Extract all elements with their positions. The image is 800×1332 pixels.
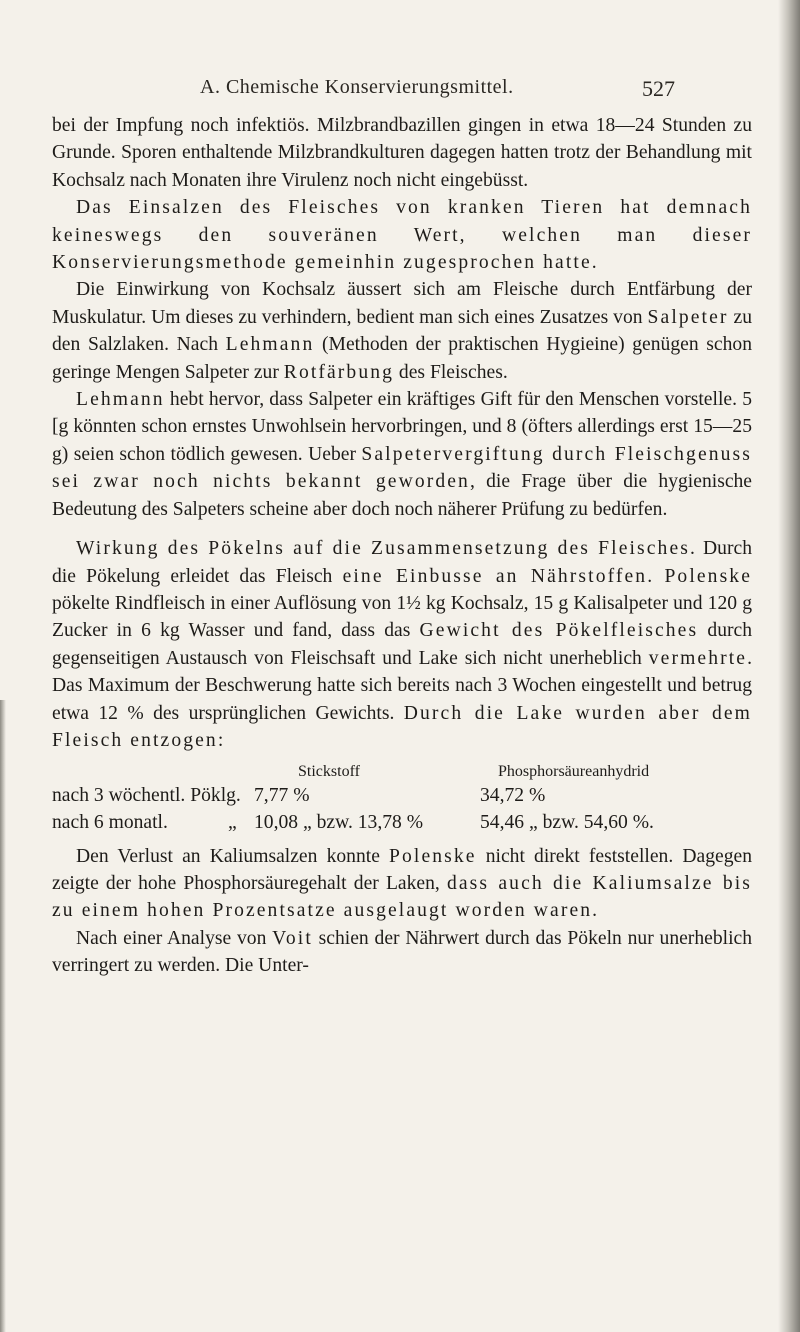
running-head: A. Chemische Konservierungsmittel. [200,76,514,98]
body-text [52,112,752,980]
author-lehmann-2: Lehmann [76,389,165,411]
text-run: nicht direkt feststellen. Dagegen zeigte der hohe Phosphorsäuregehalt der Laken, [52,845,752,894]
term-rotfaerbung: Rotfärbung [283,361,395,383]
term-kaliumsalze: dass auch die Kaliumsalze bis zu einem hohen Prozentsatze ausgelaugt worden waren. [52,872,752,922]
table-row [52,809,752,836]
paragraph-saltpeter-toxicity [52,386,752,523]
term-gewicht: Gewicht des Pökelfleisches [419,620,699,642]
pickle-loss-table [52,754,752,836]
text-run: , die Frage über die hygienische Bedeutung des Salpeters scheine aber doch noch näherer Prüfung zu bedürfen. [52,471,753,520]
scan-shadow-edge [778,0,800,1332]
term-vermehrte: vermehrte [648,647,748,669]
cell-stickstoff: 10,08 „ bzw. 13,78 % [254,812,424,834]
conclusion-text: Das Einsalzen des Fleisches von kranken Tieren hat demnach keineswegs den souveränen Wert, welchen man dieser Konservierungsmethode gemeinhin zugesprochen hatte. [52,197,752,274]
text-run: Nach einer Analyse von [76,927,273,949]
scan-shadow-left [0,700,6,1332]
term-salpeter: Salpeter [647,306,729,328]
paragraph-pickling-effect [52,535,752,754]
text-run: Den Verlust an Kaliumsalzen konnte [76,845,390,867]
page-header [0,76,800,106]
cell-phosphor: 34,72 % [480,784,546,806]
text-run: Durch die Pökelung erleidet das Fleisch [52,538,752,587]
text-run: pökelte Rindfleisch in einer Auflösung von 1½ kg Kochsalz, 15 g Kalisalpeter und 120 g Zucker in 6 kg Wasser und fand, dass das [52,592,752,642]
author-lehmann: Lehmann [225,334,315,356]
term-einbusse: eine Einbusse an Nährstoffen. [342,565,655,587]
paragraph-potassium-loss [52,843,752,925]
page-number: 527 [642,76,675,101]
text-run: . Das Maximum der Beschwerung hatte sich bereits nach 3 Wochen eingestellt und betrug etwa 12 % des ursprünglichen Gewichts. [52,647,752,724]
author-polenske-2: Polenske [389,845,477,867]
term-lake: Durch die Lake wurden aber dem Fleisch entzogen: [52,702,752,751]
text-run: durch gegenseitigen Austausch von Fleischsaft und Lake sich nicht unerheblich [52,620,753,669]
table-header-row [52,754,752,781]
author-polenske: Polenske [664,565,752,587]
paragraph-nutritional-value [52,925,752,980]
column-header-phosphor: Phosphorsäureanhydrid [498,763,650,781]
text-run: (Methoden der praktischen Hygieine) genügen schon geringe Mengen Salpeter zur [52,334,753,383]
term-salpetervergiftung: Salpetervergiftung durch Fleischgenuss sei zwar noch nichts bekannt geworden [52,443,752,493]
text-run: schien der Nährwert durch das Pökeln nur unerheblich verringert zu werden. Die Unter- [52,927,753,977]
section-heading-poekeln: Wirkung des Pökelns auf die Zusammensetzung des Fleisches. [76,538,697,560]
cell-phosphor: 54,46 „ bzw. 54,60 %. [480,812,654,834]
text-run [654,566,664,587]
cell-stickstoff: 7,77 % [254,784,310,806]
table-row [52,782,752,809]
column-header-stickstoff: Stickstoff [298,763,360,781]
text-run: hebt hervor, dass Salpeter ein kräftiges Gift für den Menschen vorstelle. 5 [g könnten schon ernstes Unwohlsein hervorbringen, und 8 (öfters allerdings erst 15—25 g) seien schon tödlich gewesen. Ueber [52,389,752,465]
paragraph-conclusion [52,194,752,276]
text-run: Die Einwirkung von Kochsalz äussert sich am Fleische durch Entfärbung der Muskulatur. Um dieses zu verhindern, bedient man sich eines Zusatzes von [52,279,752,328]
row-label: nach 6 monatl. [52,812,168,834]
text-run: des Fleisches. [394,361,508,383]
text-run: zu den Salzlaken. Nach [52,306,752,356]
ditto-mark: „ [228,812,237,834]
paragraph-saltpeter-coloring [52,276,752,386]
author-voit: Voit [272,927,313,949]
row-label: nach 3 wöchentl. Pöklg. [52,784,241,806]
paragraph-anthrax: bei der Impfung noch infektiös. Milzbrandbazillen gingen in etwa 18—24 Stunden zu Grunde. Sporen enthaltende Milzbrandkulturen dagegen hatten trotz der Behandlung mit Kochsalz nach Monaten ihre Virulenz noch nicht eingebüsst. [52,115,752,191]
